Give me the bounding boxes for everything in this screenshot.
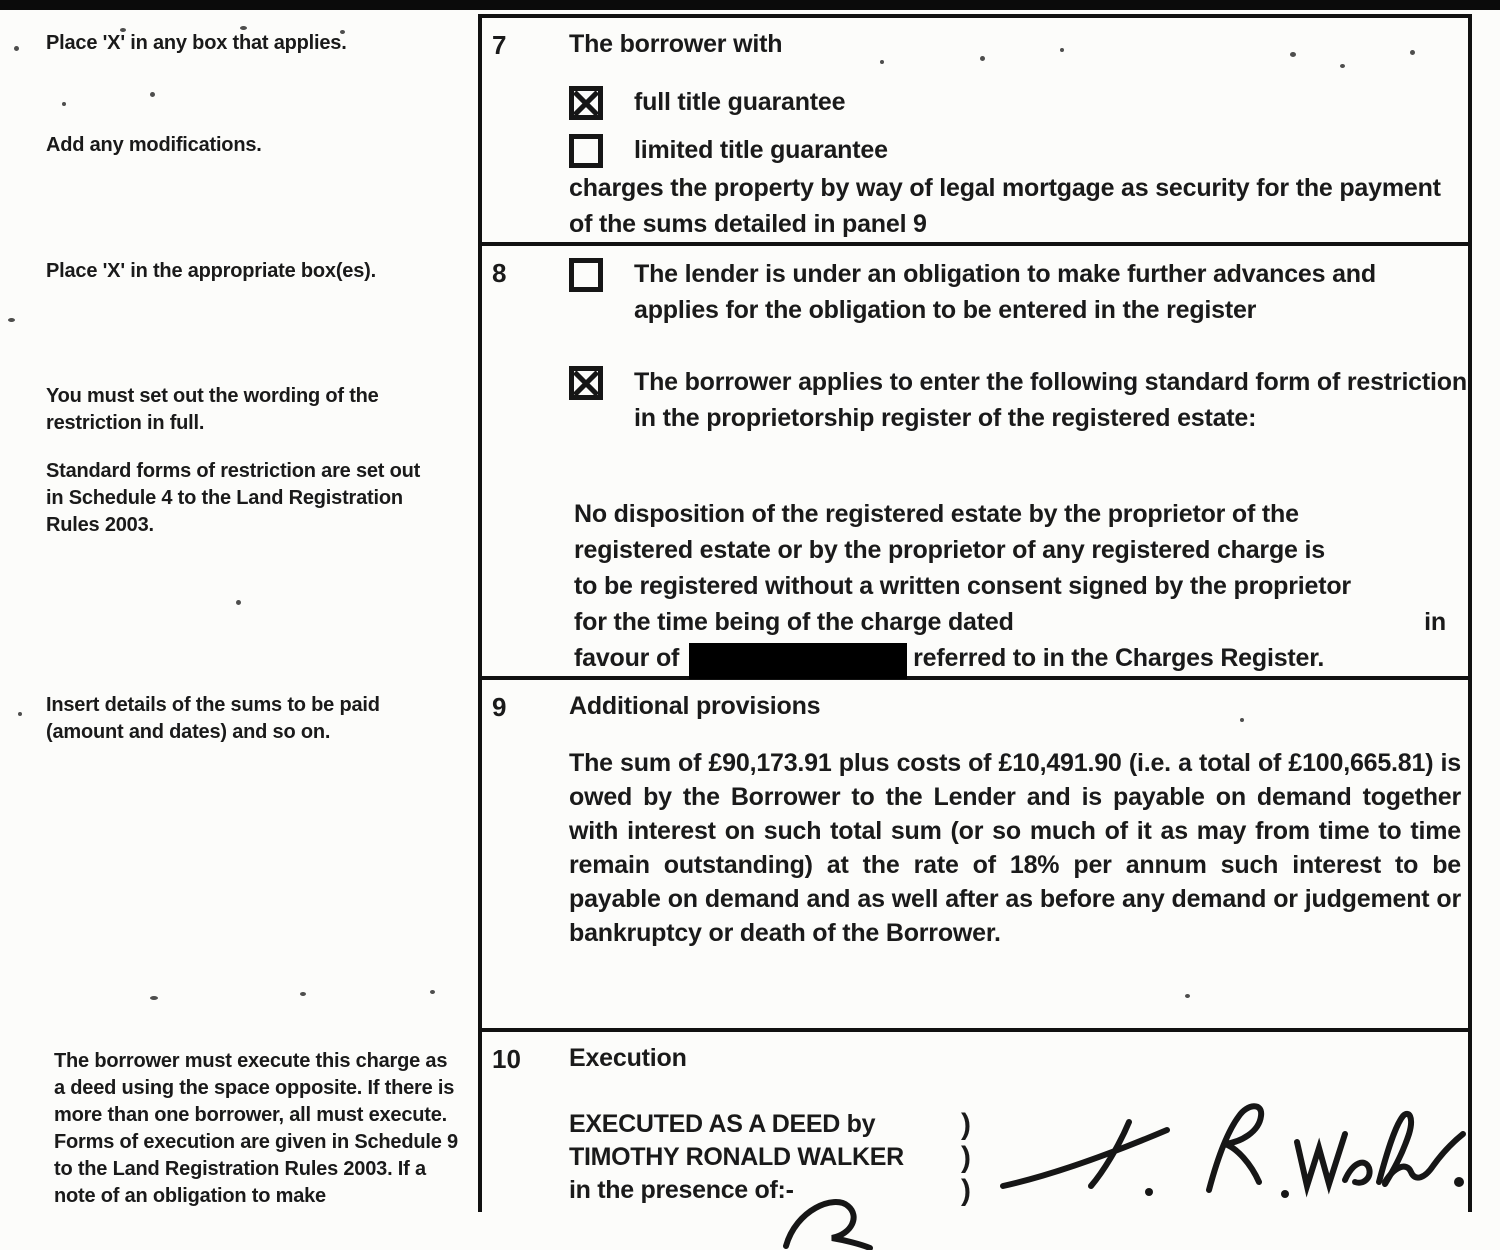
form-panels-box bbox=[478, 14, 1472, 1212]
restriction-line: registered estate or by the proprietor of any registered charge is bbox=[574, 536, 1325, 564]
witness-signature-partial bbox=[782, 1190, 912, 1250]
full-title-guarantee-checkbox[interactable] bbox=[569, 86, 603, 120]
scan-noise bbox=[236, 600, 241, 605]
scan-noise bbox=[62, 102, 66, 106]
option-limited-title-guarantee bbox=[569, 132, 888, 168]
panel-number: 7 bbox=[492, 30, 507, 60]
restriction-line-dated bbox=[574, 604, 1446, 640]
checkbox-label: The borrower applies to enter the following standard form of restriction in the proprietorship register of the registered estate: bbox=[634, 368, 1467, 432]
borrower-name-text: TIMOTHY RONALD WALKER bbox=[569, 1143, 904, 1171]
limited-title-guarantee-checkbox[interactable] bbox=[569, 134, 603, 168]
panel-10-execution bbox=[482, 1032, 1468, 1208]
margin-note-borrower-execute: The borrower must execute this charge as a deed using the space opposite. If there is more than one borrower, all must execute. Forms of execution are given in Schedule 9 to the Land Registration Rules 2003. If a note of an obligation to make bbox=[54, 1050, 458, 1207]
bracket-glyph: ) bbox=[961, 1108, 971, 1141]
margin-note-standard-forms: Standard forms of restriction are set out in Schedule 4 to the Land Registration Rules 2003. bbox=[46, 460, 421, 536]
bracket-glyph: ) bbox=[961, 1141, 971, 1174]
margin-note-restriction-wording: You must set out the wording of the restriction in full. bbox=[46, 385, 379, 434]
charge-dated-in: in bbox=[1424, 608, 1446, 636]
scan-noise bbox=[14, 46, 19, 51]
charges-register-text: referred to in the Charges Register. bbox=[913, 644, 1325, 672]
scan-noise bbox=[150, 996, 158, 1000]
scan-noise bbox=[430, 990, 435, 994]
restriction-line: No disposition of the registered estate by the proprietor of the bbox=[574, 500, 1299, 528]
restriction-line: to be registered without a written consent signed by the proprietor bbox=[574, 572, 1351, 600]
panel-9-additional-provisions bbox=[482, 680, 1468, 1032]
panel-7-borrower-title-guarantee bbox=[482, 18, 1468, 246]
option-lender-obligation bbox=[569, 256, 1454, 328]
scan-noise bbox=[150, 92, 155, 97]
option-borrower-restriction bbox=[569, 364, 1474, 436]
panel-number: 10 bbox=[492, 1044, 521, 1074]
panel-7-title: The borrower with bbox=[569, 30, 783, 58]
scan-noise bbox=[18, 712, 22, 716]
margin-note-place-x-any-box: Place 'X' in any box that applies. bbox=[46, 32, 347, 54]
scan-noise bbox=[8, 318, 15, 322]
borrower-restriction-checkbox[interactable] bbox=[569, 366, 603, 400]
restriction-wording bbox=[574, 496, 1446, 676]
in-presence-of-text: in the presence of:- bbox=[569, 1176, 794, 1204]
panel-8-further-advances-restriction bbox=[482, 246, 1468, 680]
checkbox-label: limited title guarantee bbox=[634, 136, 888, 164]
borrower-signature bbox=[997, 1090, 1467, 1220]
margin-note-add-modifications: Add any modifications. bbox=[46, 134, 262, 156]
panel-9-title: Additional provisions bbox=[569, 692, 821, 720]
bracket-glyph: ) bbox=[961, 1174, 971, 1207]
panel-7-charge-clause: charges the property by way of legal mortgage as security for the payment of the sums detailed in panel 9 bbox=[569, 174, 1441, 238]
panel-10-title: Execution bbox=[569, 1044, 687, 1072]
panel-number: 9 bbox=[492, 692, 507, 722]
additional-provisions-text: The sum of £90,173.91 plus costs of £10,491.90 (i.e. a total of £100,665.81) is owed by the Borrower to the Lender and is payable on demand together with interest on such total sum (or so much of it as may from time to time remain outstanding) at the rate of 18% per annum such interest to be payable on demand and as well after as before any demand or judgement or bankruptcy or death of the Borrower. bbox=[569, 749, 1461, 947]
restriction-line-favour bbox=[574, 640, 1446, 676]
checkbox-label: The lender is under an obligation to make further advances and applies for the obligation to be entered in the register bbox=[634, 260, 1376, 324]
redaction-box bbox=[689, 643, 907, 679]
checkbox-label: full title guarantee bbox=[634, 88, 846, 116]
margin-note-insert-sums: Insert details of the sums to be paid (amount and dates) and so on. bbox=[46, 694, 380, 743]
panel-number: 8 bbox=[492, 258, 507, 288]
margin-note-place-x-appropriate: Place 'X' in the appropriate box(es). bbox=[46, 260, 376, 282]
executed-as-deed-text: EXECUTED AS A DEED by bbox=[569, 1110, 876, 1138]
lender-obligation-checkbox[interactable] bbox=[569, 258, 603, 292]
scan-noise bbox=[300, 992, 306, 996]
charge-dated-text: for the time being of the charge dated bbox=[574, 608, 1014, 636]
scan-edge-bar bbox=[0, 0, 1500, 10]
option-full-title-guarantee bbox=[569, 84, 845, 120]
favour-of-text: favour of bbox=[574, 644, 680, 672]
